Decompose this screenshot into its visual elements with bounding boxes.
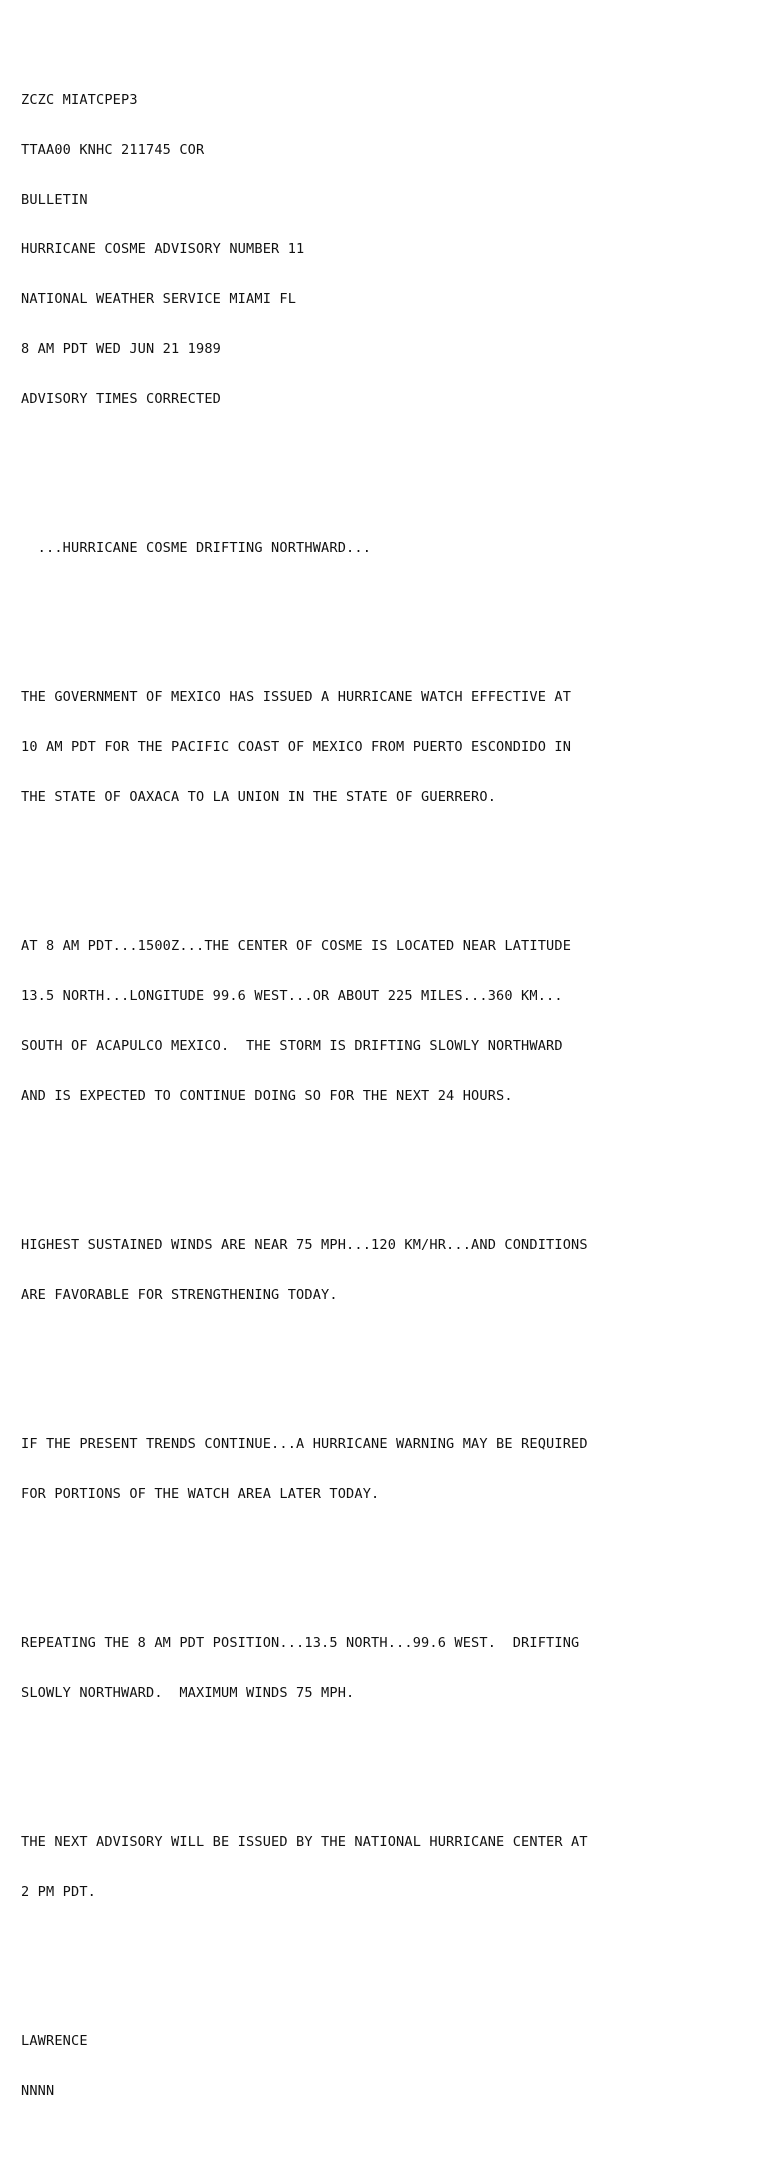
paragraph-line: FOR PORTIONS OF THE WATCH AREA LATER TODAY. <box>21 1485 380 1502</box>
advisory-signature <box>21 2000 751 2133</box>
advisory-header <box>21 59 751 441</box>
paragraph-line: THE GOVERNMENT OF MEXICO HAS ISSUED A HURRICANE WATCH EFFECTIVE AT <box>21 689 572 706</box>
paragraph-line: HIGHEST SUSTAINED WINDS ARE NEAR 75 MPH...120 KM/HR...AND CONDITIONS <box>21 1236 588 1253</box>
paragraph-line: THE STATE OF OAXACA TO LA UNION IN THE STATE OF GUERRERO. <box>21 788 497 805</box>
advisory-headline <box>21 507 751 590</box>
paragraph-line: 2 PM PDT. <box>21 1884 97 1901</box>
paragraph-line: SOUTH OF ACAPULCO MEXICO. THE STORM IS DRIFTING SLOWLY NORTHWARD <box>21 1037 563 1054</box>
advisory-document <box>21 9 751 2183</box>
paragraph-next-advisory <box>21 1801 751 1934</box>
header-line: TTAA00 KNHC 211745 COR <box>21 141 205 158</box>
paragraph-trends <box>21 1403 751 1536</box>
paragraph-watch <box>21 656 751 839</box>
paragraph-line: IF THE PRESENT TRENDS CONTINUE...A HURRICANE WARNING MAY BE REQUIRED <box>21 1436 588 1453</box>
header-line: BULLETIN <box>21 191 88 208</box>
paragraph-line: THE NEXT ADVISORY WILL BE ISSUED BY THE NATIONAL HURRICANE CENTER AT <box>21 1834 588 1851</box>
paragraph-winds <box>21 1204 751 1337</box>
advisory-date: 8 AM PDT WED JUN 21 1989 <box>21 340 222 357</box>
paragraph-line: ARE FAVORABLE FOR STRENGTHENING TODAY. <box>21 1286 338 1303</box>
paragraph-line: AT 8 AM PDT...1500Z...THE CENTER OF COSME IS LOCATED NEAR LATITUDE <box>21 938 572 955</box>
paragraph-line: REPEATING THE 8 AM PDT POSITION...13.5 NORTH...99.6 WEST. DRIFTING <box>21 1635 580 1652</box>
paragraph-line: 13.5 NORTH...LONGITUDE 99.6 WEST...OR ABOUT 225 MILES...360 KM... <box>21 988 563 1005</box>
paragraph-position <box>21 905 751 1137</box>
paragraph-line: AND IS EXPECTED TO CONTINUE DOING SO FOR THE NEXT 24 HOURS. <box>21 1087 513 1104</box>
header-line: ADVISORY TIMES CORRECTED <box>21 390 222 407</box>
end-of-message: NNNN <box>21 2083 55 2100</box>
paragraph-repeat-position <box>21 1602 751 1735</box>
forecaster-name: LAWRENCE <box>21 2033 88 2050</box>
paragraph-line: 10 AM PDT FOR THE PACIFIC COAST OF MEXICO FROM PUERTO ESCONDIDO IN <box>21 739 572 756</box>
advisory-title: HURRICANE COSME ADVISORY NUMBER 11 <box>21 241 305 258</box>
header-line: ZCZC MIATCPEP3 <box>21 91 138 108</box>
header-line: NATIONAL WEATHER SERVICE MIAMI FL <box>21 291 297 308</box>
paragraph-line: SLOWLY NORTHWARD. MAXIMUM WINDS 75 MPH. <box>21 1684 355 1701</box>
headline-text: ...HURRICANE COSME DRIFTING NORTHWARD... <box>21 540 372 556</box>
